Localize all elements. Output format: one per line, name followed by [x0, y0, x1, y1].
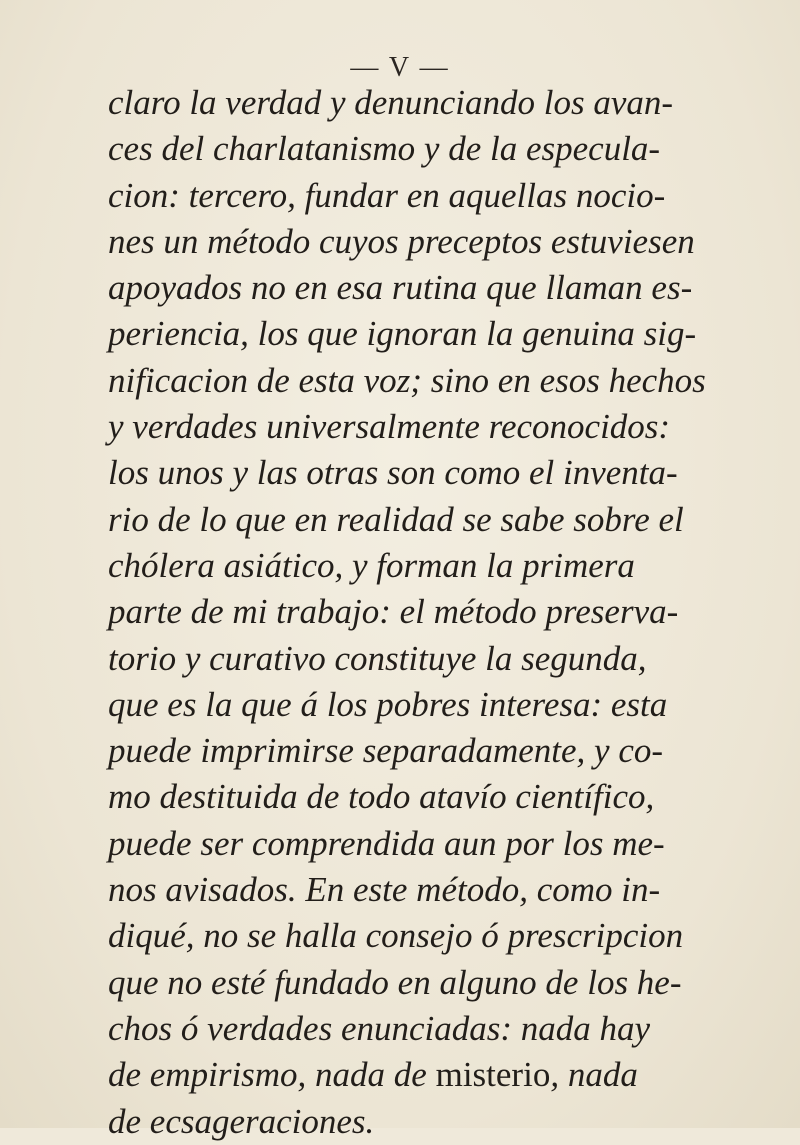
text-line: chólera asiático, y forman la primera	[108, 545, 635, 585]
page-number: — V —	[350, 52, 450, 83]
text-line: torio y curativo constituye la segunda,	[108, 638, 647, 678]
roman-word: misterio	[435, 1055, 551, 1095]
text-line: parte de mi trabajo: el método preserva-	[108, 592, 679, 632]
text-line: diqué, no se halla consejo ó prescripcion	[108, 916, 684, 956]
text-line-mixed	[108, 1052, 708, 1098]
text-line: claro la verdad y denunciando los avan-	[108, 83, 674, 122]
text-line: nes un método cuyos preceptos estuviesen	[108, 221, 695, 261]
text-line: ces del charlatanismo y de la especula-	[108, 129, 661, 169]
text-line: los unos y las otras son como el inventa-	[108, 453, 678, 493]
text-line: que no esté fundado en alguno de los he-	[108, 962, 682, 1002]
text-line: mo destituida de todo atavío científico,	[108, 777, 655, 817]
text-line: chos ó verdades enunciadas: nada hay	[108, 1008, 651, 1048]
text-line: puede imprimirse separadamente, y co-	[108, 731, 664, 771]
text-segment: de empirismo, nada de	[108, 1055, 436, 1095]
text-line: nificacion de esta voz; sino en esos hechos	[108, 360, 706, 400]
body-text	[108, 80, 708, 1145]
text-line: que es la que á los pobres interesa: esta	[108, 684, 668, 724]
text-line: rio de lo que en realidad se sabe sobre el	[108, 499, 684, 539]
text-line: periencia, los que ignoran la genuina sig-	[108, 314, 697, 354]
text-line: apoyados no en esa rutina que llaman es-	[108, 268, 693, 308]
text-line: y verdades universalmente reconocidos:	[108, 407, 671, 447]
text-line: puede ser comprendida aun por los me-	[108, 823, 665, 863]
text-line: cion: tercero, fundar en aquellas nocio-	[108, 175, 666, 215]
text-segment: , nada	[550, 1055, 638, 1095]
text-line: nos avisados. En este método, como in-	[108, 870, 661, 910]
final-text-line: de ecsageraciones.	[108, 1101, 375, 1141]
